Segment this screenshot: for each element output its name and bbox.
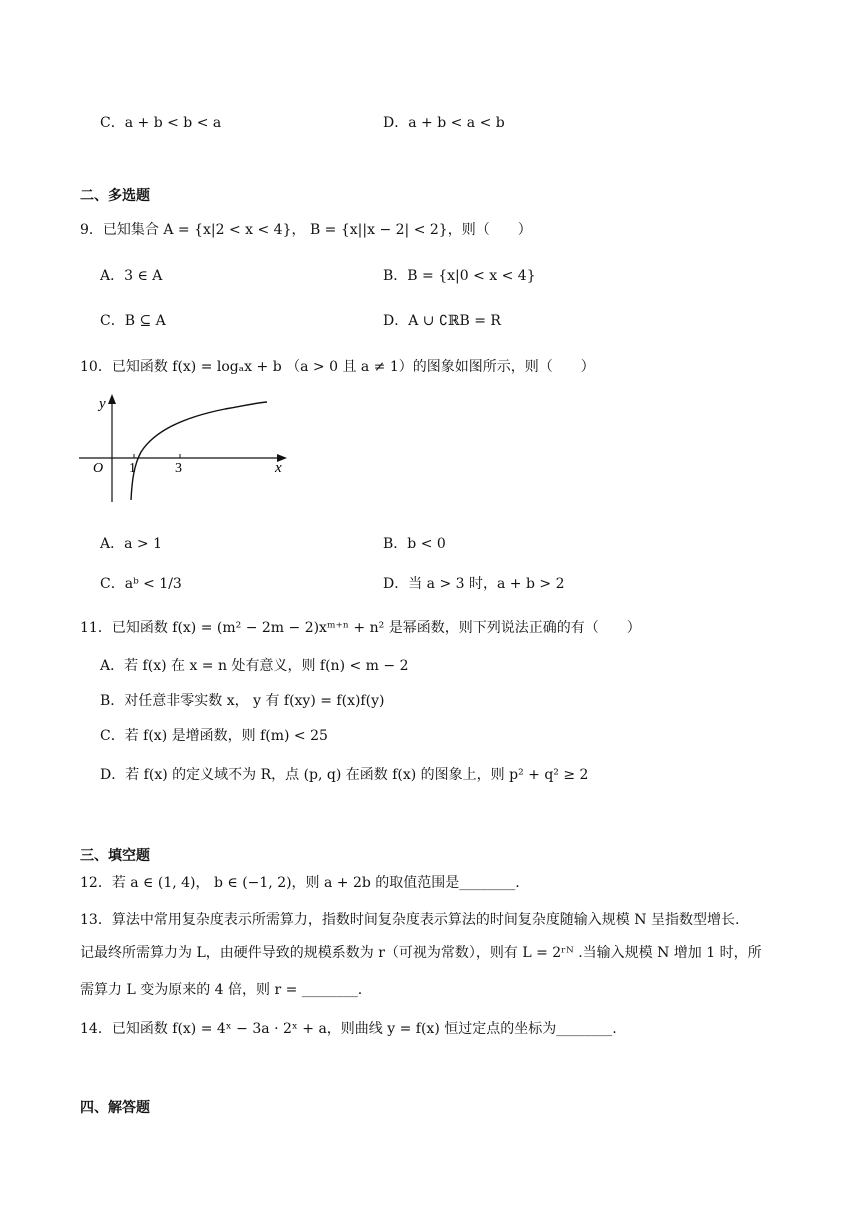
tick-label-3: 3 <box>175 461 182 476</box>
tick-label-1: 1 <box>129 461 136 476</box>
section-title-multiple-choice: 二、多选题 <box>80 188 150 204</box>
section-title-solutions: 四、解答题 <box>80 1100 150 1116</box>
q11-option-b: B．对任意非零实数 x， y 有 f(xy) = f(x)f(y) <box>100 693 385 709</box>
q14-stem: 14．已知函数 f(x) = 4ˣ − 3a · 2ˣ + a，则曲线 y = f(x) 恒过定点的坐标为________. <box>80 1021 617 1037</box>
q10-option-d: D．当 a > 3 时，a + b > 2 <box>383 576 565 592</box>
origin-label: O <box>93 461 104 476</box>
y-axis-arrow <box>108 394 116 404</box>
q11-option-a: A．若 f(x) 在 x = n 处有意义，则 f(n) < m − 2 <box>100 658 409 674</box>
q10-option-c-prefix: C． <box>100 576 125 592</box>
q8-option-d: D．a + b < a < b <box>383 115 505 131</box>
q10-stem: 10．已知函数 f(x) = logₐx + b （a > 0 且 a ≠ 1）的图象如图所示，则（ ） <box>80 359 595 375</box>
q11-stem: 11．已知函数 f(x) = (m² − 2m − 2)xᵐ⁺ⁿ + n² 是幂函数，则下列说法正确的有（ ） <box>80 620 641 636</box>
q8-option-c: C．a + b < b < a <box>100 115 222 131</box>
q13-line-2: 记最终所需算力为 L，由硬件导致的规模系数为 r（可视为常数），则有 L = 2ʳᴺ .当输入规模 N 增加 1 时，所 <box>80 945 762 961</box>
q9-option-c: C．B ⊆ A <box>100 313 166 329</box>
q9-option-a: A．3 ∈ A <box>100 268 163 284</box>
q11-option-c: C．若 f(x) 是增函数，则 f(m) < 25 <box>100 728 328 744</box>
q10-option-a: A．a > 1 <box>100 536 162 552</box>
y-axis-label: y <box>99 396 106 412</box>
section-title-fill-in: 三、填空题 <box>80 848 150 864</box>
q13-line-1: 13．算法中常用复杂度表示所需算力，指数时间复杂度表示算法的时间复杂度随输入规模 N 呈指数型增长. <box>80 912 740 928</box>
q10-option-c <box>100 574 182 594</box>
log-curve <box>131 402 267 500</box>
q9-stem: 9．已知集合 A = {x|2 < x < 4}， B = {x||x − 2| < 2}，则（ ） <box>80 222 532 238</box>
q9-option-b: B．B = {x|0 < x < 4} <box>383 268 536 284</box>
q10-option-c-math: aᵇ < 1/3 <box>124 576 182 592</box>
q13-line-3: 需算力 L 变为原来的 4 倍，则 r = ________. <box>80 982 363 998</box>
q9-option-d: D．A ∪ ∁ℝB = R <box>383 313 501 329</box>
q11-option-d: D．若 f(x) 的定义域不为 R，点 (p, q) 在函数 f(x) 的图象上，则 p² + q² ≥ 2 <box>100 767 589 783</box>
q10-option-b: B．b < 0 <box>383 536 446 552</box>
x-axis-label: x <box>275 460 282 476</box>
log-function-graph <box>75 390 295 510</box>
q12-stem: 12．若 a ∈ (1, 4)， b ∈ (−1, 2)，则 a + 2b 的取值范围是________. <box>80 875 520 891</box>
